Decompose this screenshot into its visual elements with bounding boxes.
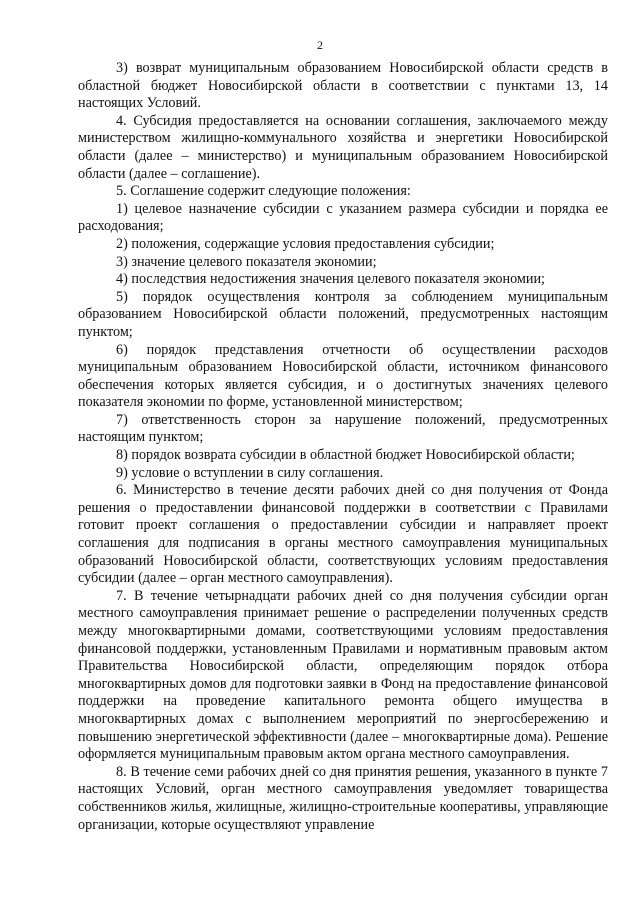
paragraph: 5. Соглашение содержит следующие положения: <box>116 183 411 200</box>
paragraph: 8) порядок возврата субсидии в областной бюджет Новосибирской области; <box>116 447 575 464</box>
paragraph: 4. Субсидия предоставляется на основании соглашения, заключаемого между министерством жилищно-коммунального хозяйства и энергетики Новосибирской области (далее – министерство) и муниципальным образованием Новосибирской области (далее – соглашение). <box>78 112 608 182</box>
paragraph: 3) возврат муниципальным образованием Новосибирской области средств в областной бюджет Новосибирской области в соответствии с пунктами 13, 14 настоящих Условий. <box>78 60 608 112</box>
paragraph: 2) положения, содержащие условия предоставления субсидии; <box>116 235 495 252</box>
paragraph: 8. В течение семи рабочих дней со дня принятия решения, указанного в пункте 7 настоящих Условий, орган местного самоуправления уведомляет товарищества собственников жилья, жилищные, жилищно-строительные кооперативы, управляющие организации, которые осуществляют управление <box>78 763 608 833</box>
paragraph: 1) целевое назначение субсидии с указанием размера субсидии и порядка ее расходования; <box>78 200 608 235</box>
paragraph: 6) порядок представления отчетности об осуществлении расходов муниципальным образованием Новосибирской области, источником финансового обеспечения которых является субсидия, и о достигнутых значениях целевого показателя экономии по форме, установленной министерством; <box>78 341 608 411</box>
paragraph: 4) последствия недостижения значения целевого показателя экономии; <box>116 271 546 288</box>
paragraph: 6. Министерство в течение десяти рабочих дней со дня получения от Фонда решения о предоставлении финансовой поддержки в соответствии с Правилами готовит проект соглашения о предоставлении субсидии и направляет проект соглашения для подписания в органы местного самоуправления муниципальных образований Новосибирской области, соответствующих условиям предоставления субсидии (далее – орган местного самоуправления). <box>78 482 608 587</box>
paragraph: 7. В течение четырнадцати рабочих дней со дня получения субсидии орган местного самоуправления принимает решение о распределении полученных средств между многоквартирными домами, соответствующими условиям предоставления финансовой поддержки, установленным Правилами и нормативным правовым актом Правительства Новосибирской области, определяющим порядок отбора многоквартирных домов для подготовки заявки в Фонд на предоставление финансовой поддержки на проведение капитального ремонта общего имущества в многоквартирных домах с выполнением мероприятий по энергосбережению и повышению энергетической эффективности (далее – многоквартирные дома). Решение оформляется муниципальным правовым актом органа местного самоуправления. <box>78 587 608 763</box>
paragraph: 3) значение целевого показателя экономии; <box>116 253 377 270</box>
paragraph: 7) ответственность сторон за нарушение положений, предусмотренных настоящим пунктом; <box>78 411 608 446</box>
document-body <box>78 60 608 834</box>
paragraph: 5) порядок осуществления контроля за соблюдением муниципальным образованием Новосибирской области положений, предусмотренных настоящим пунктом; <box>78 288 608 340</box>
paragraph: 9) условие о вступлении в силу соглашения. <box>116 464 384 481</box>
page-number: 2 <box>317 38 323 52</box>
